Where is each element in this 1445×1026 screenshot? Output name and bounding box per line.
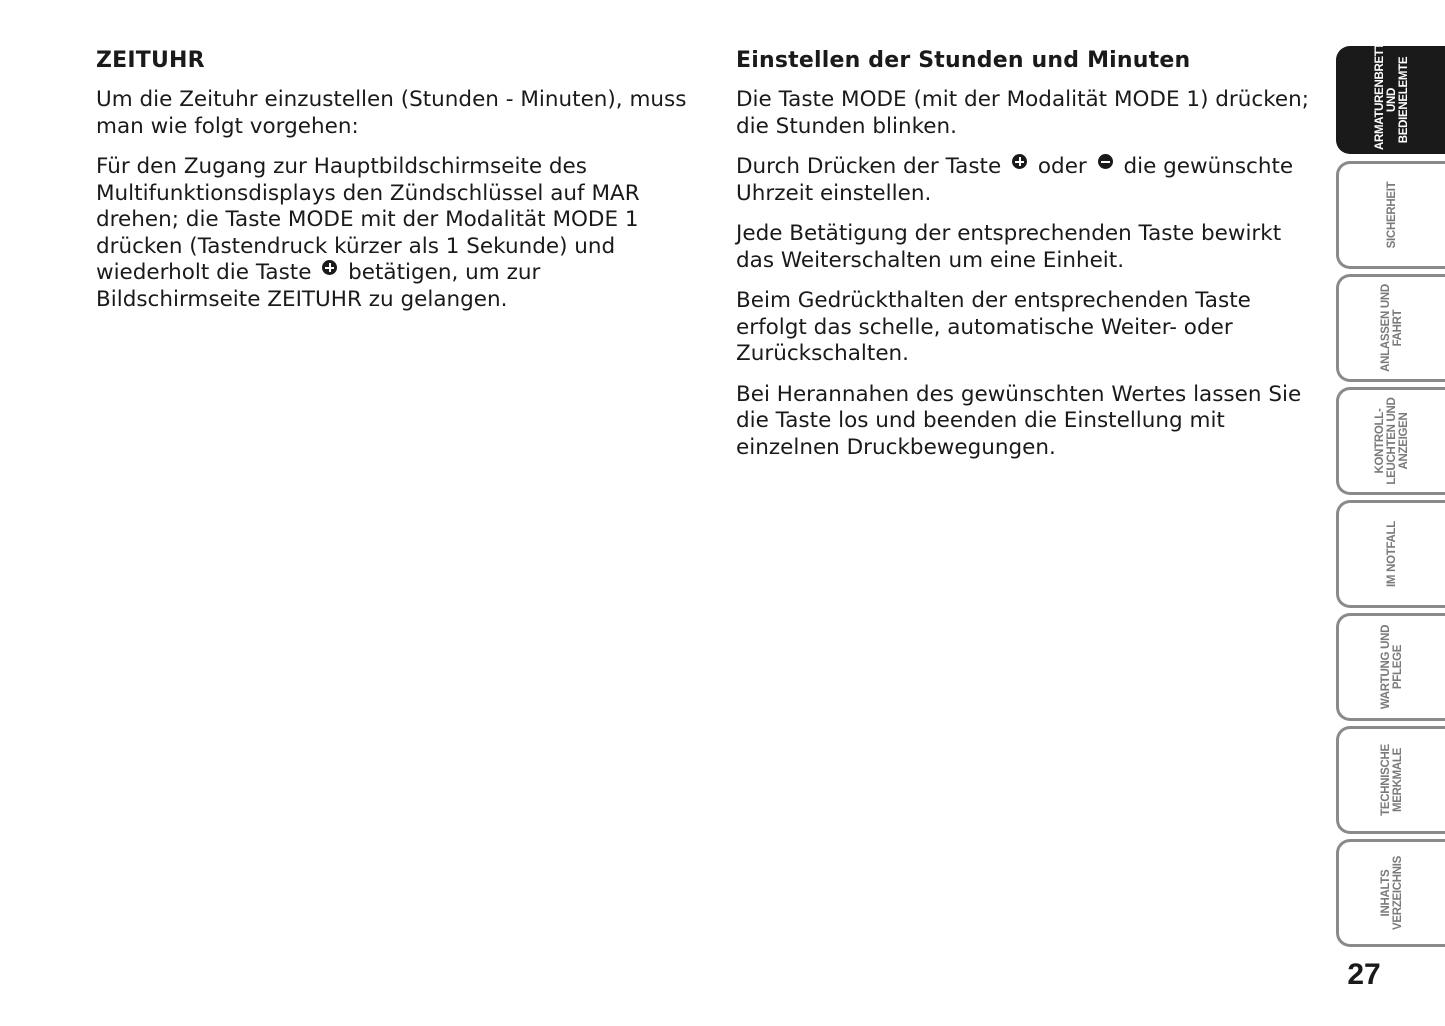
tab-label: SICHERHEIT: [1386, 181, 1398, 249]
tab-technische-merkmale[interactable]: [1336, 726, 1445, 834]
tab-armaturenbrett[interactable]: [1336, 42, 1445, 154]
minus-circle-icon: [1098, 154, 1113, 169]
access-paragraph: [96, 154, 696, 313]
tab-label: KONTROLL- LEUCHTEN UND ANZEIGEN: [1374, 397, 1410, 485]
adjust-paragraph: [736, 154, 1316, 207]
access-text-a: Für den Zugang zur Hauptbildschirmseite des Multifunktionsdisplays den Zündschlüssel auf MAR drehen; die Taste MODE mit der Modalität MODE 1 drücken (Tastendruck kürzer als 1 Sekunde) und wiederholt die Taste: [96, 154, 640, 285]
tab-label: ANLASSEN UND FAHRT: [1380, 284, 1404, 372]
section-heading-zeituhr: ZEITUHR: [96, 48, 205, 73]
mode-paragraph: Die Taste MODE (mit der Modalität MODE 1) drücken; die Stunden blinken.: [736, 87, 1310, 139]
plus-circle-icon: [322, 260, 337, 275]
page-number: 27: [1347, 958, 1381, 991]
tab-sicherheit[interactable]: [1336, 161, 1445, 269]
adjust-text-b: oder: [1037, 154, 1087, 179]
tab-im-notfall[interactable]: [1336, 500, 1445, 608]
plus-circle-icon: [1012, 154, 1027, 169]
right-column: [736, 46, 1316, 475]
tab-label: IM NOTFALL: [1386, 521, 1398, 587]
tab-label: ARMATURENBRETT UND BEDIENELEMTE: [1374, 42, 1410, 150]
tab-anlassen-und-fahrt[interactable]: [1336, 274, 1445, 382]
left-column: [96, 46, 696, 327]
tab-kontrollleuchten[interactable]: [1336, 387, 1445, 495]
tab-label: WARTUNG UND PFLEGE: [1380, 624, 1404, 710]
access-text-b: betätigen, um zur Bildschirmseite ZEITUHR zu gelangen.: [96, 260, 541, 312]
section-heading-einstellen: Einstellen der Stunden und Minuten: [736, 48, 1191, 73]
intro-paragraph: Um die Zeituhr einzustellen (Stunden - Minuten), muss man wie folgt vorgehen:: [96, 87, 687, 139]
approach-paragraph: Bei Herannahen des gewünschten Wertes lassen Sie die Taste los und beenden die Einstellung mit einzelnen Druckbewegungen.: [736, 381, 1302, 460]
hold-paragraph: Beim Gedrückthalten der entsprechenden Taste erfolgt das schelle, automatische Weiter- oder Zurückschalten.: [736, 288, 1251, 366]
tab-wartung-und-pflege[interactable]: [1336, 613, 1445, 721]
tab-label: INHALTS VERZEICHNIS: [1380, 855, 1404, 931]
adjust-text-c: die gewünschte Uhrzeit einstellen.: [736, 154, 1294, 206]
tab-inhaltsverzeichnis[interactable]: [1336, 839, 1445, 947]
step-paragraph: Jede Betätigung der entsprechenden Taste bewirkt das Weiterschalten um eine Einheit.: [736, 221, 1282, 273]
tab-label: TECHNISCHE MERKMALE: [1380, 744, 1404, 816]
adjust-text-a: Durch Drücken der Taste: [736, 154, 1002, 179]
